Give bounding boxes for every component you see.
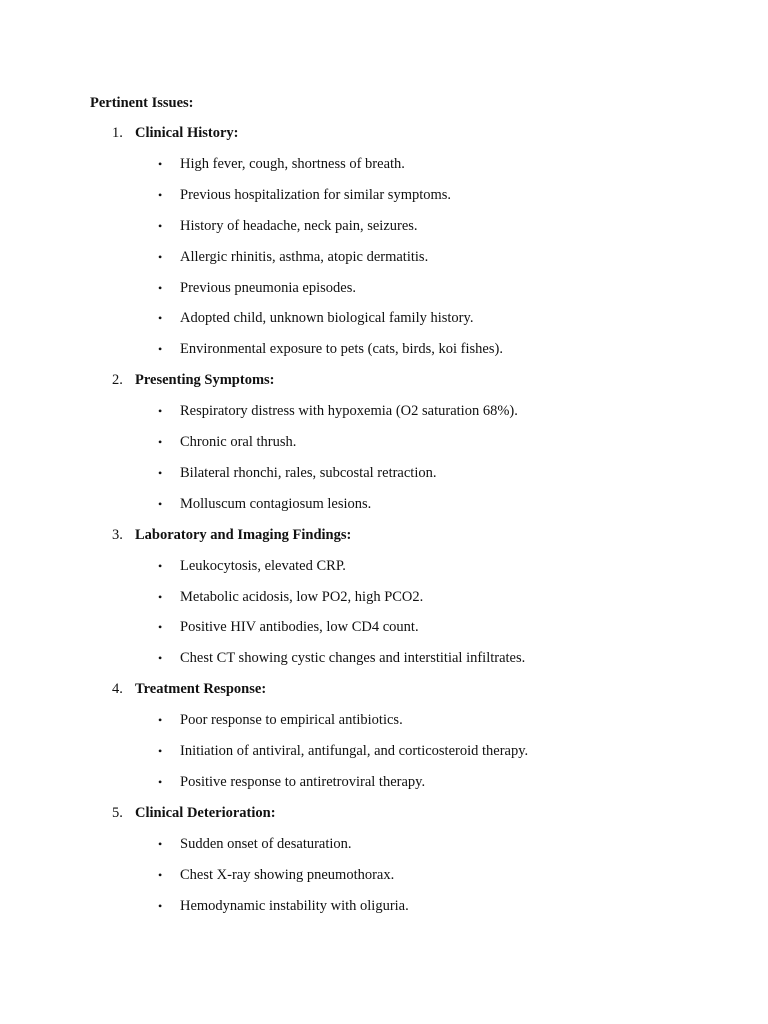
bullet-icon: • — [158, 774, 163, 789]
bullet-icon: • — [158, 156, 163, 171]
bullet-icon: • — [158, 218, 163, 233]
bullet-icon: • — [158, 744, 163, 758]
bullet-icon: • — [158, 311, 163, 326]
bullet-icon: • — [158, 836, 163, 851]
bullet-icon: • — [158, 558, 163, 573]
section-heading: Clinical History: — [135, 125, 239, 141]
bullet-icon: • — [158, 249, 163, 264]
list-item: Sudden onset of desaturation. — [180, 835, 352, 852]
list-item: Poor response to empirical antibiotics. — [180, 712, 403, 729]
section-number: 4. — [112, 681, 123, 698]
bullet-icon: • — [158, 620, 163, 635]
list-item: Previous pneumonia episodes. — [180, 279, 356, 296]
bullet-icon: • — [158, 187, 163, 202]
bullet-icon: • — [158, 465, 163, 480]
list-item: Adopted child, unknown biological family history. — [180, 310, 474, 327]
bullet-icon: • — [158, 898, 163, 913]
list-item: Respiratory distress with hypoxemia (O2 saturation 68%). — [180, 403, 518, 420]
list-item: Positive response to antiretroviral therapy. — [180, 773, 426, 790]
section-heading: Presenting Symptoms: — [135, 372, 275, 389]
bullet-icon: • — [158, 589, 163, 604]
list-item: Chest CT showing cystic changes and interstitial infiltrates. — [180, 650, 526, 667]
list-item: Chronic oral thrush. — [180, 434, 297, 450]
list-item: Positive HIV antibodies, low CD4 count. — [180, 619, 419, 636]
list-item: History of headache, neck pain, seizures. — [180, 217, 418, 234]
bullet-icon: • — [158, 867, 163, 882]
list-item: Bilateral rhonchi, rales, subcostal retraction. — [180, 464, 437, 481]
section-heading: Treatment Response: — [135, 681, 267, 698]
bullet-icon: • — [158, 404, 163, 419]
section-number: 3. — [112, 526, 123, 543]
document-title: Pertinent Issues: — [90, 95, 194, 111]
list-item: Leukocytosis, elevated CRP. — [180, 557, 346, 574]
bullet-icon: • — [158, 651, 163, 666]
section-number: 1. — [112, 125, 123, 141]
section-heading: Clinical Deterioration: — [135, 804, 276, 821]
bullet-icon: • — [158, 342, 163, 357]
list-item: Hemodynamic instability with oliguria. — [180, 897, 409, 914]
list-item: Environmental exposure to pets (cats, birds, koi fishes). — [180, 341, 503, 358]
section-number: 2. — [112, 372, 123, 389]
list-item: Molluscum contagiosum lesions. — [180, 495, 372, 512]
list-item: High fever, cough, shortness of breath. — [180, 155, 405, 172]
bullet-icon: • — [158, 280, 163, 295]
list-item: Previous hospitalization for similar symptoms. — [180, 186, 452, 203]
bullet-icon: • — [158, 713, 163, 728]
list-item: Initiation of antiviral, antifungal, and corticosteroid therapy. — [180, 743, 529, 759]
section-number: 5. — [112, 804, 123, 821]
list-item: Allergic rhinitis, asthma, atopic dermatitis. — [180, 248, 429, 265]
bullet-icon: • — [158, 496, 163, 511]
bullet-icon: • — [158, 435, 163, 449]
list-item: Metabolic acidosis, low PO2, high PCO2. — [180, 588, 424, 605]
list-item: Chest X-ray showing pneumothorax. — [180, 866, 395, 883]
section-heading: Laboratory and Imaging Findings: — [135, 526, 352, 543]
